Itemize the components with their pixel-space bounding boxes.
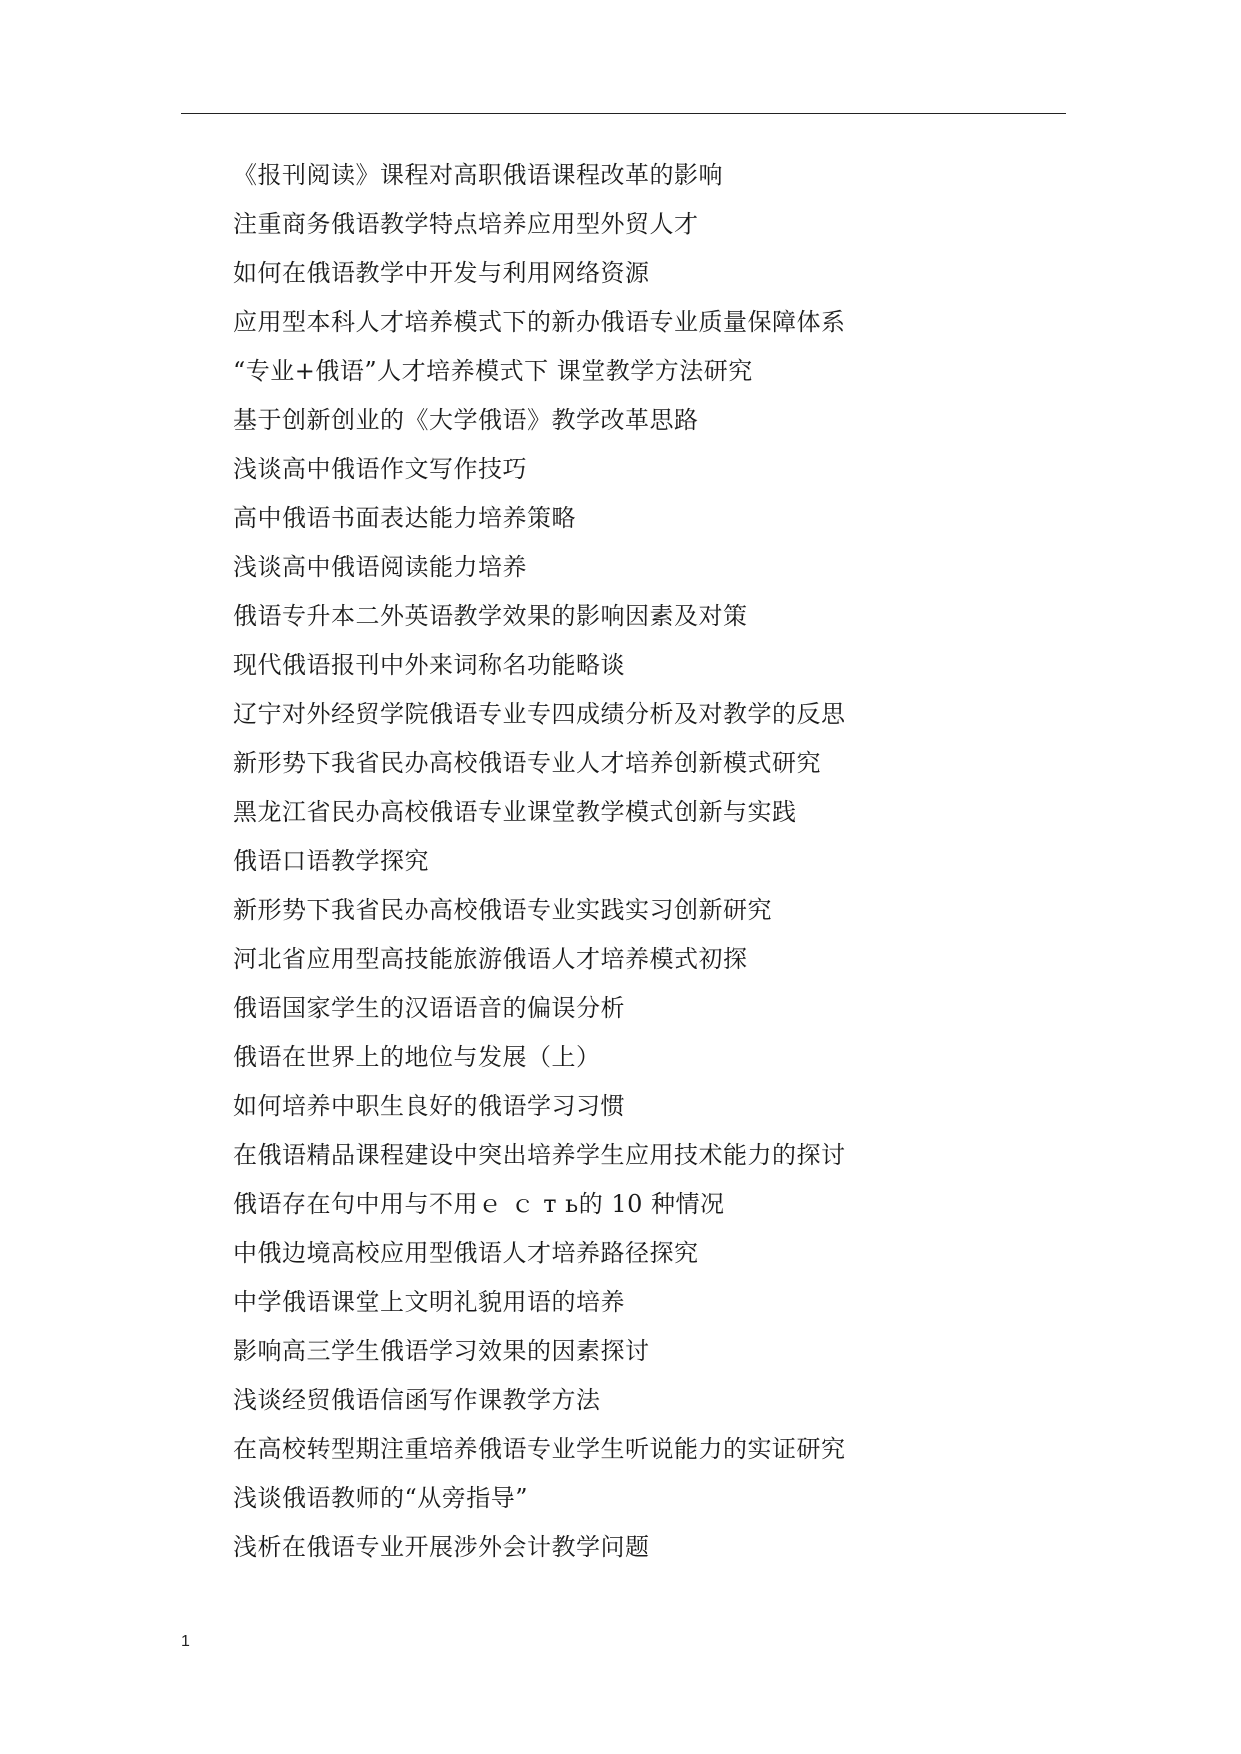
article-title: 注重商务俄语教学特点培养应用型外贸人才 [233,210,699,238]
article-title: 浅谈经贸俄语信函写作课教学方法 [233,1386,601,1414]
article-title: 如何在俄语教学中开发与利用网络资源 [233,259,650,287]
article-title: 俄语存在句中用与不用ｅ ｃ т ь的 10 种情况 [233,1190,725,1218]
article-title: 黑龙江省民办高校俄语专业课堂教学模式创新与实践 [233,798,797,826]
article-title: 新形势下我省民办高校俄语专业实践实习创新研究 [233,896,772,924]
article-title: 俄语在世界上的地位与发展（上） [233,1043,601,1071]
header-divider [181,113,1066,114]
article-title: 俄语国家学生的汉语语音的偏误分析 [233,994,625,1022]
article-title: 应用型本科人才培养模式下的新办俄语专业质量保障体系 [233,308,846,336]
page-number: 1 [181,1633,190,1650]
article-title: 高中俄语书面表达能力培养策略 [233,504,576,532]
article-title: 中俄边境高校应用型俄语人才培养路径探究 [233,1239,699,1267]
article-title: 《报刊阅读》课程对高职俄语课程改革的影响 [233,161,723,189]
article-title: 现代俄语报刊中外来词称名功能略谈 [233,651,625,679]
article-title: 河北省应用型高技能旅游俄语人才培养模式初探 [233,945,748,973]
article-title: 新形势下我省民办高校俄语专业人才培养创新模式研究 [233,749,821,777]
article-title: 俄语口语教学探究 [233,847,429,875]
article-title-list [233,155,846,1576]
article-title: 浅析在俄语专业开展涉外会计教学问题 [233,1533,650,1561]
article-title: 基于创新创业的《大学俄语》教学改革思路 [233,406,699,434]
article-title: 浅谈高中俄语作文写作技巧 [233,455,527,483]
article-title: 浅谈高中俄语阅读能力培养 [233,553,527,581]
article-title: 浅谈俄语教师的“从旁指导” [233,1484,529,1512]
article-title: 如何培养中职生良好的俄语学习习惯 [233,1092,625,1120]
article-title: 俄语专升本二外英语教学效果的影响因素及对策 [233,602,748,630]
article-title: 在高校转型期注重培养俄语专业学生听说能力的实证研究 [233,1435,846,1463]
article-title: 影响高三学生俄语学习效果的因素探讨 [233,1337,650,1365]
article-title: “专业+俄语”人才培养模式下 课堂教学方法研究 [233,357,753,385]
article-title: 辽宁对外经贸学院俄语专业专四成绩分析及对教学的反思 [233,700,846,728]
article-title: 中学俄语课堂上文明礼貌用语的培养 [233,1288,625,1316]
article-title: 在俄语精品课程建设中突出培养学生应用技术能力的探讨 [233,1141,846,1169]
